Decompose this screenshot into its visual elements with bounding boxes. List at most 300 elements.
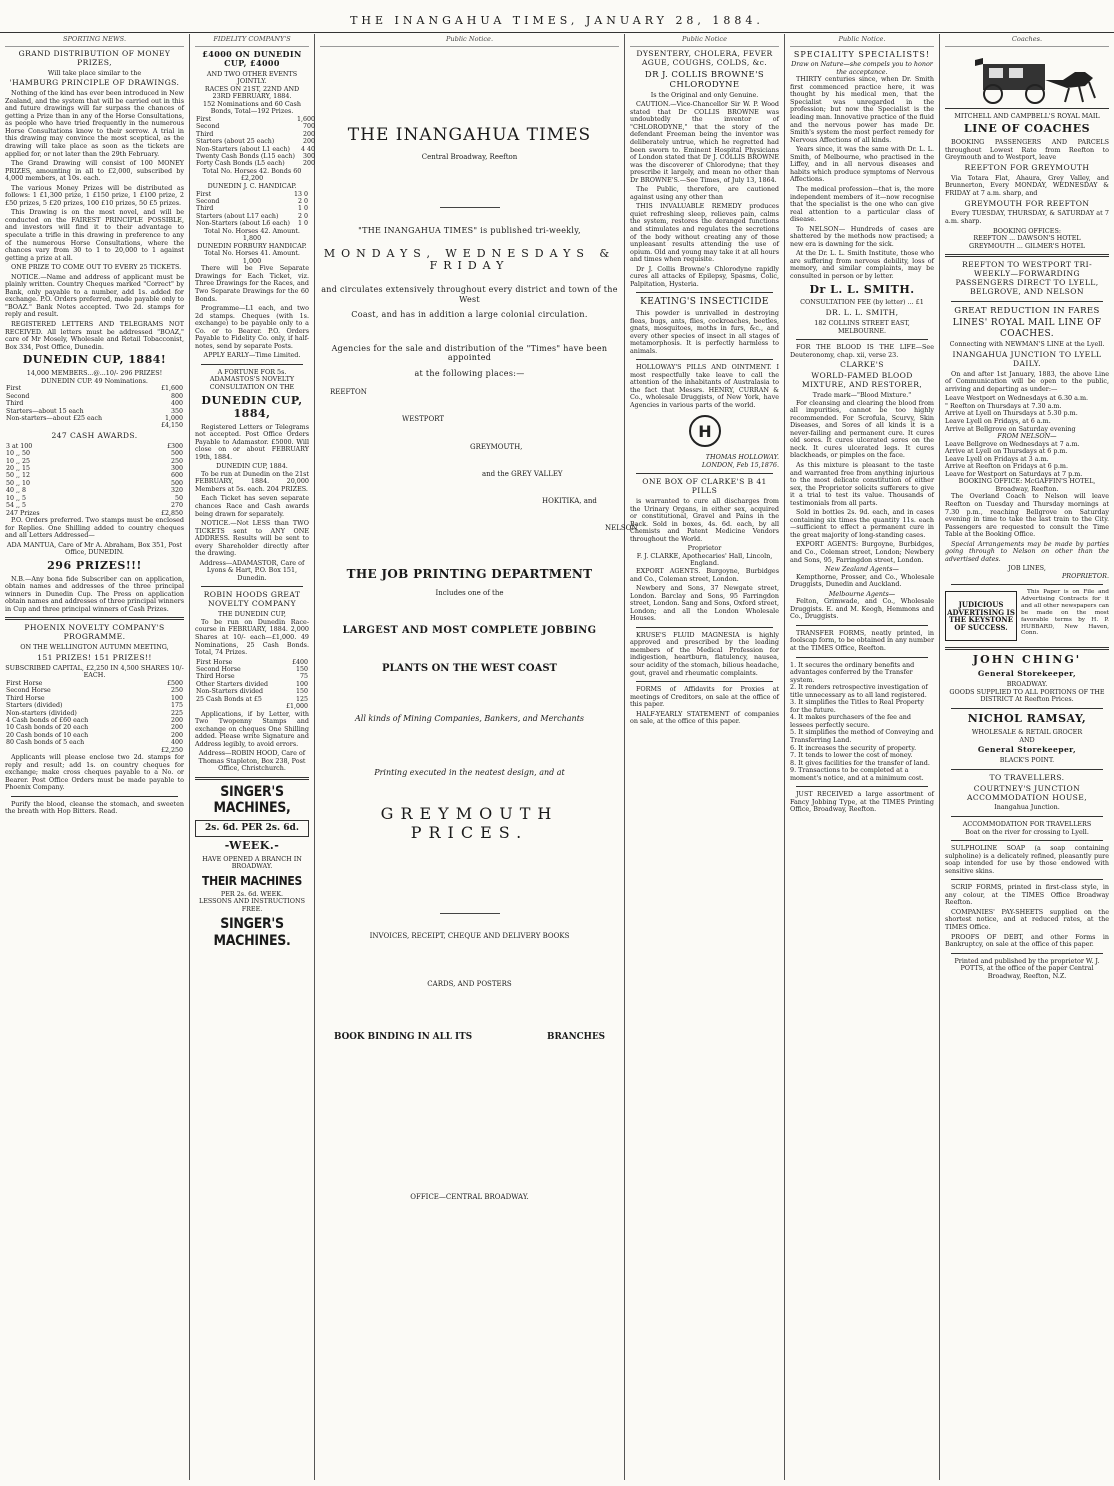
ad-title: REEFTON TO WESTPORT TRI-WEEKLY—FORWARDING PASSENGERS DIRECT TO LYELL, BELGROVE, AND NELSON [955,260,1099,297]
notice-line: Coast, and has in addition a large colonial circulation. [351,310,588,320]
notice-line: "THE INANGAHUA TIMES" is published tri-weekly, [358,226,581,236]
ad-line: BLACK'S POINT. [999,756,1055,765]
paragraph: Special Arrangements may be made by parties going through to Nelson on other than the advertised dates. [945,539,1109,563]
ad-line: APPLY EARLY—Time Limited. [203,351,301,360]
row-label: Forty Cash Bonds (L5 each) [196,160,285,168]
table-row [5,687,184,694]
row-label: Other Starters divided [196,680,268,688]
column-public-notice [315,34,638,1480]
row-label: 4 Cash bonds of £60 each [6,717,89,725]
table-row [195,153,316,160]
row-label: 3 at 100 [6,442,33,450]
ad-line: GREYMOUTH ... GILMER'S HOTEL [968,241,1085,250]
town: WESTPORT [402,415,445,424]
ad-headline: SINGER'S MACHINES, [213,783,291,817]
paragraph: Applications, if by Letter, with Two Twopenny Stamps and exchange on cheques One Shilling added. Please write Signature and Address legibly, to avoid errors. [195,709,309,748]
paragraph: Felton, Grimwade, and Co., Wholesale Druggists. E. and M. Keogh, Hemmons and Co., Druggists. [790,597,934,621]
ad-line: Draw on Nature—she compels you to honor the acceptance. [791,60,933,76]
paragraph: At the Dr. L. L. Smith Institute, those who are suffering from nervous debility, loss of memory, and similar complaints, may be consulted in person or by letter. [790,249,934,280]
notice-line: Printing executed in the neatest design, and at [374,767,565,777]
ad-title: ROBIN HOODS GREAT NOVELTY COMPANY [203,590,301,609]
list-item: 1. It secures the ordinary benefits and advantages conferred by the Transfer system. [790,660,915,684]
paragraph: COMPANIES' PAY-SHEETS supplied on the shortest notice, and at reduced rates, at the TIMES Office. [945,907,1109,932]
row-label: 50 ,, 12 [6,472,31,480]
row-label: Non-Starters (about L6 each) [196,220,290,228]
prize-table [195,191,309,228]
benefits-list [790,662,934,783]
paragraph: EXPORT AGENTS. Burgoyne, Burbidges and Co., Coleman street, London. [630,567,779,583]
notice-line: All kinds of Mining Companies, Bankers, and Merchants [354,714,585,724]
paragraph: Applicants will please enclose two 2d. stamps for reply and result; add 1s. on country cheques for exchange; make cross cheques payable to a No. or Bearer. Post Office Orders must be made payable to Phoenix Company. [5,753,184,792]
table-row [5,415,184,422]
row-value: 200 [303,138,316,146]
row-label: First [196,190,212,198]
table-row [5,710,184,717]
ad-title: ONE BOX OF CLARKE'S B 41 PILLS [642,477,767,496]
table-row [5,422,184,429]
row-value: 1 0 [297,220,308,228]
table-row [5,393,184,400]
row-value: 200 [303,130,316,138]
ad-line: Boat on the river for crossing to Lyell. [965,827,1089,836]
list-item: Arrive at Lyell on Thursdays at 5.30 p.m. [945,409,1078,418]
table-row [5,724,184,731]
row-label: Second Horse [6,687,51,695]
paragraph: This Paper is on File and Advertising Contracts for it and all other newspapers can be made on the most favorable terms by H. P. HUBBARD, New Haven, Conn. [1021,589,1109,637]
row-label: Second Horse [196,666,241,674]
table-heading: 247 CASH AWARDS. [51,430,138,440]
ad-title: GRAND DISTRIBUTION OF MONEY PRIZES, [18,48,171,67]
paragraph: Dr J. Collis Browne's Chlorodyne rapidly cures all attacks of Epilepsy, Spasms, Colic, Palpitation, Hysteria. [630,264,779,288]
ad-headline: DUNEDIN CUP, 1884, [201,393,303,420]
table-row [195,146,316,153]
ad-line: DUNEDIN CUP. 49 Nominations. [41,376,148,385]
agency-towns [330,388,638,533]
paragraph: P.O. Orders preferred. Two stamps must be enclosed for Replies. One Shilling added to country cheques and all Letters Addressed— [5,515,184,540]
row-label: Third Horse [6,694,45,702]
table-row [5,739,184,746]
row-label: Twenty Cash Bonds (L15 each) [196,153,296,161]
list-item: Arrive at Bellgrove on Saturday evening [945,424,1076,433]
ad-line: THE DUNEDIN CUP, [218,610,286,619]
paragraph: There will be Five Separate Drawings for Each Ticket, viz. Three Drawings for the Races, and Two Separate Drawings for the 60 Bonds. [195,264,309,303]
row-label: Second [196,197,220,205]
ad-line: Trade mark—"Blood Mixture." [812,391,912,400]
row-value: 13 0 [293,190,308,198]
ad-line: 14,000 MEMBERS...@...10/- 296 PRIZES! [26,369,163,378]
largest-heading: LARGEST AND MOST COMPLETE JOBBING [342,624,597,636]
ad-line: 152 Nominations and 60 Cash Bonds, Total—192 Prizes. [203,99,301,116]
greymouth-prices: GREYMOUTH PRICES. [380,804,559,843]
ad-headline: DUNEDIN CUP, 1884! [22,353,167,367]
row-value: 100 [170,694,183,702]
row-label: Starters (about L17 each) [196,212,279,220]
paragraph: The Public, therefore, are cautioned against using any other than [630,185,779,201]
ad-title: INANGAHUA JUNCTION TO LYELL DAILY. [952,349,1102,368]
prize-table [5,680,184,754]
signature: THOMAS HOLLOWAY. [705,453,779,462]
svg-text:H: H [697,421,712,441]
town: HOKITIKA, and [542,497,597,506]
row-value: £2,850 [160,509,183,517]
row-label: Second [196,123,220,131]
column-heading: Public Notice. [790,36,934,47]
table-row [195,659,309,666]
ad-line: GREYMOUTH FOR REEFTON [964,198,1090,208]
paragraph: On and after 1st January, 1883, the above Line of Communication will be open to the public, arriving and departing as under:— [945,369,1109,393]
paragraph: To be run at Dunedin on the 21st FEBRUARY, 1884. 20,000 Members at 5s. each. 204 PRIZES. [195,469,309,493]
town: and the GREY VALLEY [482,469,563,478]
column-heading: SPORTING NEWS. [5,36,184,47]
ad-line: HAVE OPENED A BRANCH IN BROADWAY. [202,854,302,871]
price-box: 2s. 6d. PER 2s. 6d. [195,820,309,837]
row-value: 4 40 [301,145,316,153]
row-value: £300 [166,442,183,450]
row-value: £500 [166,679,183,687]
schedule-list [945,395,1109,433]
ad-line: WHOLESALE & RETAIL GROCER [971,728,1083,736]
row-value: 1 0 [297,205,308,213]
ad-headline: SPECIALITY SPECIALISTS! [793,49,931,59]
plants-heading: PLANTS ON THE WEST COAST [381,662,557,674]
paragraph: Newbery and Sons, 37 Newgate street, London. Barclay and Sons, 95 Farringdon street, London. Sang and Sons, Oxford street, London; and all the London Wholesale Houses. [630,584,779,623]
row-label: 10 ,, 50 [6,450,31,458]
paragraph: FORMS of Affidavits for Proxies at meetings of Creditors, on sale at the office of this paper. [630,685,779,709]
ad-line: JOB LINES, [1008,564,1046,573]
notice-line: at the following places:— [414,368,525,378]
row-label: 10 Cash bonds of 20 each [6,724,89,732]
table-row [5,443,184,450]
ad-line: AND [1019,735,1035,744]
ad-title: CLARKE'S [840,360,884,370]
ad-title: WORLD-FAMED BLOOD MIXTURE, AND RESTORER, [801,371,923,390]
ad-subtitle: 'HAMBURG PRINCIPLE OF DRAWINGS. [9,78,180,88]
row-label: Second [6,392,30,400]
ad-headline: Dr L. L. SMITH. [809,282,915,296]
paragraph: is warranted to cure all discharges from the Urinary Organs, in either sex, acquired or constitutional, Gravel and Pains in the Back. Sold in boxes, 4s. 6d. each, by all Chemists and Patent Medicine Vendors throughout the World. [630,497,779,543]
ad-line: ADAMASTOS'S NOVELTY CONSULTATION ON THE [209,375,295,392]
row-label: 54 ,, 5 [6,502,27,510]
book-binding-line [334,1032,605,1042]
row-label: 40 ,, 8 [6,487,27,495]
table-row [5,400,184,407]
row-value: 400 [170,400,183,408]
column-heading: Coaches. [945,36,1109,47]
table-row [5,408,184,415]
row-label: Third [6,400,24,408]
ad-line: 151 PRIZES! 151 PRIZES!! [37,652,152,662]
ad-line: REEFTON ... DAWSON'S HOTEL [973,234,1081,243]
prize-table [5,443,184,517]
paper-title: THE INANGAHUA TIMES [347,124,592,145]
paragraph: REGISTERED LETTERS AND TELEGRAMS NOT RECEIVED. All letters must be addressed "BOAZ," care of Mr Mosely, Wholesale and Retail Tobacconist, Box 334, Post Office, Dunedin. [5,320,184,351]
ad-line: TO TRAVELLERS. [989,772,1065,782]
job-printing-heading: THE JOB PRINTING DEPARTMENT [346,566,593,581]
table-row [5,472,184,479]
list-item: 6. It increases the security of property. [790,743,917,752]
row-label: Non-Starters divided [196,688,263,696]
paragraph: The Overland Coach to Nelson will leave Reefton on Tuesday and Thursday mornings at 7.30 p.m., reaching Bellgrove on Saturday evening in time to take the last train to the City. Passengers are requested to consult the Time Table at the Booking Office. [945,492,1109,539]
list-item: Arrive at Reefton on Fridays at 6 p.m. [945,462,1068,471]
row-label: Third [196,130,214,138]
ad-line: Inangahua Junction. [994,803,1060,812]
ad-headline: SINGER'S MACHINES. [213,916,291,949]
office-address: OFFICE—CENTRAL BROADWAY. [410,1192,529,1201]
ad-line: DR. L. L. SMITH, [825,308,899,318]
paragraph: Nothing of the kind has ever been introduced in New Zealand, and the system that will be carried out in this and future drawings will far surpass the chances of getting a Prize than in any of the Horse Consultations, as people who have tried frequently in the numerous Horse Consultations know to their sorrow. A trial in this drawing may convince the most sceptical, as the drawing will take place as soon as the tickets are applied for, or not later than the 29th February. [5,89,184,158]
list-item: 9. Transactions to be completed at a moment's notice, and at a minimum cost. [790,766,924,782]
row-value: 270 [170,502,183,510]
table-row [5,480,184,487]
row-value: £400 [291,658,308,666]
ad-line: ACCOMMODATION FOR TRAVELLERS [962,820,1092,828]
row-value: 500 [170,450,183,458]
paragraph: N.B.—Any bona fide Subscriber can on application, obtain names and addresses of the three principal winners in Dunedin Cup. The Press on application obtain names and addresses of three principal winners in Cup and three principal winners of Cash Prizes. [5,574,184,613]
paragraph: NOTICE.—Name and address of applicant must be plainly written. Country Cheques marked "Correct" by Bank, only payable to a number, add 1s. added for exchange. P.O. Orders preferred, made payable only to "BOAZ." Bank Notes accepted. Two 2d. stamps for reply and result. [5,272,184,319]
row-value: 50 [174,494,183,502]
row-value: 200 [170,717,183,725]
ad-line: PROPRIETOR. [1062,571,1109,580]
ad-line: SUBSCRIBED CAPITAL, £2,250 IN 4,500 SHARES 10/- EACH. [5,663,184,680]
paragraph: To be run on Dunedin Race-course in FEBRUARY, 1884. 2,000 Shares at 10/- each—£1,000. 49 Nominations, 25 Cash Bonds. Total, 74 Prizes. [195,617,309,657]
total-line: Total No. Horses 41. Amount. 1,000 [204,249,300,265]
paragraph: THIRTY centuries since, when Dr. Smith first commenced practice here, it was thought by his medical men, that the Specialist was unregarded in the profession; but now the Specialist is the leading man. Innovative practice of the fluid and the nervous power has made Dr. Smith's system the most perfect remedy for Nervous Affections of all kinds. [790,75,934,144]
paragraph: PROOFS OF DEBT, and other Forms in Bankruptcy, on sale at the office of this paper. [945,932,1109,949]
paragraph: The Grand Drawing will consist of 100 MONEY PRIZES, amounting in all to £2,000, subscribed by 4,000 members, at 10s. each. [5,159,184,183]
row-value: £4,150 [160,422,183,430]
trademark-icon [630,414,779,451]
row-label: Starters—about 15 each [6,407,84,415]
masthead: THE INANGAHUA TIMES, JANUARY 28, 1884. [0,6,1114,33]
list-item: 4. It makes purchasers of the fee and lessees perfectly secure. [790,713,912,729]
ad-title: PHOENIX NOVELTY COMPANY'S PROGRAMME. [24,623,165,642]
row-value: 300 [170,465,183,473]
table-row [195,696,309,703]
ad-line: DUNEDIN FORBURY HANDICAP. [197,241,307,250]
ad-headline: THEIR MACHINES [202,873,302,888]
ad-line: DUNEDIN CUP, 1884. [216,462,288,471]
notice-line: Agencies for the sale and distribution of the "Times" have been appointed [331,343,608,363]
ad-line: REEFTON FOR GREYMOUTH [964,162,1090,172]
row-value: 200 [170,724,183,732]
ad-title: £4000 ON DUNEDIN CUP, £4000 [202,48,302,69]
table-row [195,205,309,212]
paragraph: TRANSFER FORMS, neatly printed, in foolscap form, to be obtained in any number at the TIMES Office, Reefton. [790,628,934,652]
ad-line: DUNEDIN J. C. HANDICAP. [207,181,297,190]
paragraph: Purify the blood, cleanse the stomach, and sweeten the breath with Hop Bitters. Read. [5,799,184,816]
row-value: 350 [170,407,183,415]
table-row [5,695,184,702]
row-label: 25 Cash Bonds at £5 [196,695,262,703]
column-public-notice-2 [625,34,785,1480]
table-row [195,213,309,220]
list-item: Leave Bellgrove on Wednesdays at 7 a.m. [945,439,1080,448]
ad-headline: 296 PRIZES!!! [47,558,142,572]
table-row [5,495,184,502]
ad-line: CONSULTATION FEE (by letter) ... £1 [800,298,924,307]
paragraph: This Drawing is on the most novel, and will be conducted on the FAIREST PRINCIPLE POSSIBLE, and investors will find it to their advantage to speculate a trifle in this drawing in preference to any of the numerous Horse Consultations, where the chances vary from 30 to 1 to 20,000 to 1 against getting a prize at all. [5,208,184,262]
date-line: LONDON, Feb 15,1876. [701,460,779,469]
paragraph: For cleansing and clearing the blood from all impurities, cannot be too highly recommended. For Scrofula, Scurvy, Skin Diseases, and Sores of all kinds it is a never-failing and permanent cure. It cures old sores. It cures ulcerated sores on the neck. It cures ulcerated legs. It cures blackheads, or pimples on the face. [790,398,934,460]
ad-headline: GREAT REDUCTION IN FARES [954,306,1100,317]
row-label: Non-starters—about £25 each [6,414,103,422]
list-item: 5. It simplifies the method of Conveying and Transferring Land. [790,728,934,744]
ad-subtitle: Will take place similar to the [47,68,142,77]
ad-line: MITCHELL AND CAMPBELL'S ROYAL MAIL [954,111,1100,120]
column-coaches [940,34,1114,1480]
table-row [5,717,184,724]
row-label: First [196,115,212,123]
list-item: 8. It gives facilities for the transfer of land. [790,758,930,767]
ad-line: ON THE WELLINGTON AUTUMN MEETING, [20,643,169,652]
paragraph: EXPORT AGENTS: Burgoyne, Burbidges, and Co., Coleman street, London; Newbery and Sons, 95, Farringdon street, London. [790,540,934,564]
column-heading: Public Notice [630,36,779,47]
paragraph: ONE PRIZE TO COME OUT TO EVERY 25 TICKETS. [11,263,182,272]
ad-line: General Storekeeper, [977,745,1077,755]
table-row [5,450,184,457]
ad-line: AND TWO OTHER EVENTS JOINTLY. [206,69,298,86]
notice-line: Includes one of the [435,588,504,597]
paragraph: As this mixture is pleasant to the taste and warranted free from anything injurious to the most delicate constitution of either sex, the Proprietor solicits sufferers to give it a trial to test its value. Thousands of testimonials from all parts. [790,460,934,507]
row-value: 250 [170,687,183,695]
paragraph: Sold in bottles 2s. 9d. each, and in cases containing six times the quantity 11s. each—sufficient to effect a permanent cure in the great majority of long-standing cases. [790,508,934,539]
book-binding-text: BRANCHES [547,1032,605,1043]
row-value: 400 [170,739,183,747]
column-public-notice-3 [785,34,940,1480]
list-item: Leave Lyell on Fridays, at 6 a.m. [945,416,1051,425]
row-label: Third Horse [196,673,235,681]
paragraph: Kempthorne, Prosser, and Co., Wholesale Druggists, Dunedin and Auckland. [790,572,934,589]
paragraph: Via Totara Flat, Ahaura, Grey Valley, and Brunnerton, Every MONDAY, WEDNESDAY & FRIDAY at 7 a.m. sharp, and [945,173,1109,197]
total-line: Total No. Horses 42. Bonds 60 £2,200 [202,166,302,183]
row-label [5,422,149,429]
table-row [195,138,316,145]
row-label: Starters (about 25 each) [196,138,275,146]
table-row [5,680,184,687]
ad-headline: KEATING'S INSECTICIDE [640,297,769,308]
ad-line: RACES ON 21ST, 22ND AND 23RD FEBRUARY, 1884. [204,84,300,101]
row-value: 225 [170,709,183,717]
list-item: Arrive at Lyell on Thursdays at 6 p.m. [945,447,1068,456]
ad-line: -WEEK.- [224,838,280,852]
total-line: Total No. Horses 42. Amount. 1,800 [204,226,300,243]
paragraph: Every TUESDAY, THURSDAY, & SATURDAY at 7 a.m. sharp. [945,209,1109,226]
ad-line: Proprietor [687,544,722,553]
row-label: 20 Cash bonds of 10 each [6,731,89,739]
row-value: 320 [170,487,183,495]
row-label: First Horse [6,679,43,687]
paragraph: KRUSE'S FLUID MAGNESIA is highly approved and prescribed by the leading members of the Medical Profession for indigestion, heartburn, flatulency, nausea, sour acidity of the stomach, bilious headache, gout, gravel and rheumatic complaints. [630,630,779,677]
row-label: Non-starters (divided) [6,709,77,717]
row-value: £1,000 [285,703,308,711]
ad-headline: LINE OF COACHES [963,122,1091,136]
prize-table [195,659,309,711]
paragraph: Is the Original and only Genuine. [650,90,759,99]
list-item: Leave Lyell on Fridays at 3 a.m. [945,454,1049,463]
address: ADA MANTUA, Care of Mr A. Abraham, Box 351, Post Office, DUNEDIN. [6,540,183,557]
row-value: 150 [295,688,308,696]
row-value: 125 [295,695,308,703]
ad-line: New Zealand Agents— [825,565,899,574]
ad-line: BROADWAY. [1006,680,1048,689]
row-value: £1,600 [160,385,183,393]
town: REEFTON [330,388,367,397]
paragraph: SCRIP FORMS, printed in first-class style, in any colour, at the TIMES Office Broadway Reefton. [945,883,1109,907]
table-row [195,116,316,123]
paragraph: Each Ticket has seven separate chances Race and Cash awards being drawn for separately. [195,494,309,518]
ad-line: LESSONS AND INSTRUCTIONS FREE. [199,897,305,913]
row-value: 1,600 [297,115,316,123]
paragraph: The medical profession—that is, the more independent members of it—now recognise that the specialist is the one who can give real attention to a particular class of disease. [790,184,934,224]
town: NELSON [605,524,638,533]
list-item: 2. It renders retrospective investigation of title unnecessary as to all land registered. [790,683,928,699]
row-value: 200 [303,160,316,168]
row-value: 100 [295,680,308,688]
row-value: 250 [170,457,183,465]
paragraph: Years since, it was the same with Dr. L. L. Smith, of Melbourne, who practised in the Liffey, and in all nervous diseases and habits which produce symptoms of Nervous Affections. [790,145,934,184]
row-value: 500 [170,479,183,487]
row-label: 20 ,, 15 [6,465,31,473]
row-label: 80 Cash bonds of 5 each [6,739,85,747]
table-row [195,123,316,130]
table-row [195,681,309,688]
table-row [5,702,184,709]
paragraph: HOLLOWAY'S PILLS AND OINTMENT. I most respectfully take leave to call the attention of the inhabitants of Australasia to the fact that Messrs. HENRY, CURRAN & Co., wholesale Druggists, of New York, have Agencies in various parts of the world. [630,363,779,409]
paragraph: THIS INVALUABLE REMEDY produces quiet refreshing sleep, relieves pain, calms the system, restores the deranged functions and stimulates and regulates the secretions of the body without creating any of those unpleasant results attending the use of opium. Old and young may take it at all hours and times when requisite. [630,202,779,264]
column-fidelity [190,34,315,1480]
ad-headline: LINES' ROYAL MAIL LINE OF COACHES. [952,318,1102,339]
keystone-logo [945,591,1017,641]
ad-line: General Storekeeper, [977,669,1077,679]
list-item: " Reefton on Thursdays at 7.30 a.m. [945,401,1062,410]
row-value: 75 [299,673,308,681]
row-value: 2 0 [297,212,308,220]
row-value: 175 [170,702,183,710]
row-value: 200 [170,731,183,739]
ad-headline: JOHN CHING' [972,653,1082,667]
table-row [5,458,184,465]
schedule-list [945,441,1109,479]
row-value: 600 [170,472,183,480]
row-label: 50 ,, 10 [6,479,31,487]
ad-title: DYSENTERY, CHOLERA, FEVER AGUE, COUGHS, COLDS, &c. [636,48,773,67]
row-value: 1,000 [164,414,183,422]
paragraph: FOR THE BLOOD IS THE LIFE—See Deuteronomy, chap. xii, verse 23. [790,343,934,359]
paragraph: JUST RECEIVED a large assortment of Fancy Jobbing Type, at the TIMES Printing Office, Broadway, Reefton. [790,790,934,814]
table-row [5,502,184,509]
row-label: First Horse [196,658,233,666]
list-item: 7. It tends to lower the cost of money. [790,751,913,760]
stagecoach-illustration [945,50,1109,109]
logo-text: JUDICIOUS ADVERTISING IS THE KEYSTONE OF SUCCESS. [947,600,1015,633]
table-row [195,666,309,673]
paragraph: To NELSON— Hundreds of cases are shattered by the methods now practised; a new era is dawning for the sick. [790,224,934,248]
row-value: 2 0 [297,197,308,205]
paragraph: This powder is unrivalled in destroying fleas, bugs, ants, flies, cockroaches, beetles, gnats, mosquitoes, moths in furs, &c., and every other species of insect in all stages of metamorphosis. It is perfectly harmless to animals. [630,308,779,355]
publication-days: MONDAYS, WEDNESDAYS & FRIDAY [323,246,616,273]
ad-line: BOOKING OFFICES: [992,226,1062,235]
table-row [195,688,309,695]
paragraph: HALF-YEARLY STATEMENT of companies on sale, at the office of this paper. [630,709,779,726]
paragraph: NOTICE.—Not LESS than TWO TICKETS sent to ANY ONE ADDRESS. Results will be sent to every Shareholder directly after the drawing. [195,519,309,558]
ad-headline: DR J. COLLIS BROWNE'S CHLORODYNE [644,69,765,90]
ad-line: Melbourne Agents— [828,589,896,598]
table-row [5,487,184,494]
prize-table [195,116,316,168]
ad-headline: NICHOL RAMSAY, [967,712,1087,726]
ad-title: COURTNEY'S JUNCTION ACCOMMODATION HOUSE, [966,783,1088,802]
address: 182 COLLINS STREET EAST, MELBOURNE. [814,318,910,335]
